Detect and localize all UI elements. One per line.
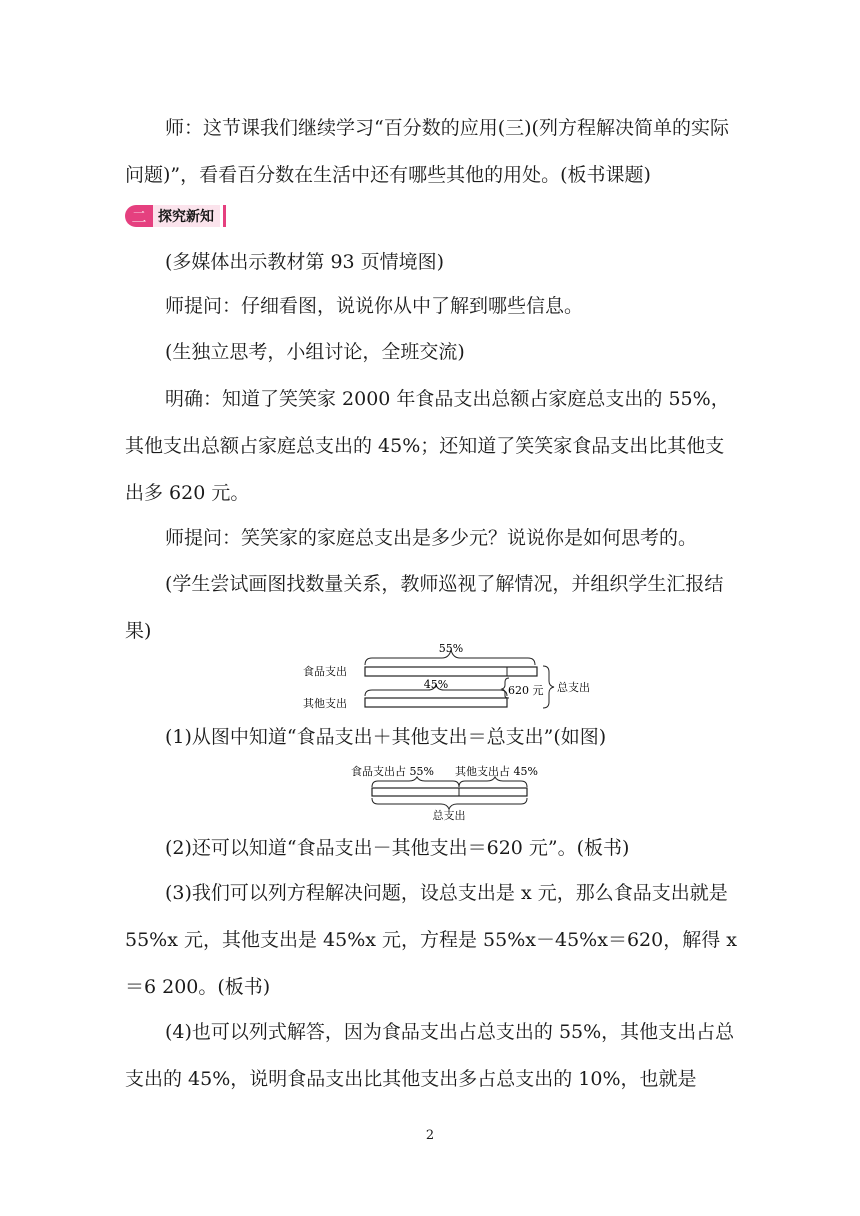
section-bar xyxy=(223,205,226,227)
brace-other-share xyxy=(459,777,527,787)
total-label: 总支出 xyxy=(557,681,590,694)
other-share-label: 其他支出占 45% xyxy=(455,765,538,778)
sum-diagram xyxy=(345,760,565,822)
sum-total-label: 总支出 xyxy=(432,809,466,822)
pct-bottom: 45% xyxy=(423,678,449,691)
diff-label: 620 元 xyxy=(508,684,544,697)
section-title: 探究新知 xyxy=(153,205,220,227)
paragraph-step2: (2)还可以知道“食品支出－其他支出＝620 元”。(板书) xyxy=(165,837,630,859)
pct-top: 55% xyxy=(438,642,464,655)
paragraph-multimedia: (多媒体出示教材第 93 页情境图) xyxy=(165,251,445,273)
row1-label: 食品支出 xyxy=(303,665,347,678)
paragraph-step4: (4)也可以列式解答，因为食品支出占总支出的 55%，其他支出占总支出的 45%，说明食品支出比其他支出多占总支出的 10%，也就是 xyxy=(125,1021,735,1090)
section-badge xyxy=(125,205,226,227)
paragraph-question1: 师提问：仔细看图，说说你从中了解到哪些信息。 xyxy=(165,295,584,317)
page-number: 2 xyxy=(425,1128,435,1143)
bar-total xyxy=(372,788,527,796)
row2-label: 其他支出 xyxy=(303,697,347,710)
brace-total xyxy=(543,666,554,708)
brace-sum xyxy=(372,798,527,809)
paragraph-step1: (1)从图中知道“食品支出＋其他支出＝总支出”(如图) xyxy=(165,726,607,748)
line-segment-diagram xyxy=(295,640,615,718)
brace-food-share xyxy=(372,777,459,787)
paragraph-clarify: 明确：知道了笑笑家 2000 年食品支出总额占家庭总支出的 55%，其他支出总额占家庭总支出的 45%；还知道了笑笑家食品支出比其他支出多 620 元。 xyxy=(125,388,730,504)
paragraph-draw: (学生尝试画图找数量关系，教师巡视了解情况，并组织学生汇报结果) xyxy=(125,573,724,642)
paragraph-intro: 师：这节课我们继续学习“百分数的应用(三)(列方程解决简单的实际问题)”，看看百分数在生活中还有哪些其他的用处。(板书课题) xyxy=(125,117,729,186)
section-number: 二 xyxy=(125,205,153,227)
bar-food xyxy=(365,667,537,676)
food-share-label: 食品支出占 55% xyxy=(351,765,434,778)
paragraph-step3: (3)我们可以列方程解决问题，设总支出是 x 元，那么食品支出就是 55%x 元，其他支出是 45%x 元，方程是 55%x－45%x＝620，解得 x＝6 200。(板书) xyxy=(125,882,737,998)
bar-other xyxy=(365,698,507,707)
paragraph-discussion: (生独立思考，小组讨论，全班交流) xyxy=(165,341,465,363)
paragraph-question2: 师提问：笑笑家的家庭总支出是多少元？说说你是如何思考的。 xyxy=(165,527,698,549)
